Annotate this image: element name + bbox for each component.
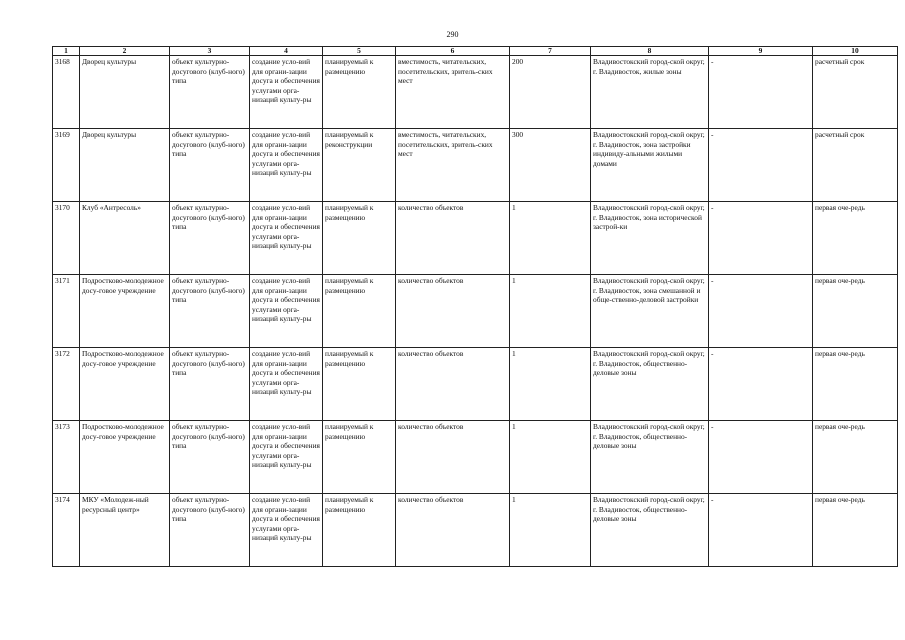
object-location: Владивостокский город-ской округ, г. Владивосток, зона смешанной и обще-ственно-деловой застройки [591, 275, 709, 348]
column-header: 6 [396, 47, 510, 56]
object-characteristic: количество объектов [396, 202, 510, 275]
object-term: расчетный срок [813, 56, 898, 129]
row-number: 3168 [53, 56, 80, 129]
table-row [53, 275, 898, 348]
row-number: 3173 [53, 421, 80, 494]
object-name: Подростково-молодежное досу-говое учреждение [80, 275, 170, 348]
object-purpose: создание усло-вий для органи-зации досуга и обеспечения услугами орга-низаций культу-ры [250, 348, 323, 421]
object-term: первая оче-редь [813, 202, 898, 275]
table-row [53, 129, 898, 202]
table-row [53, 421, 898, 494]
object-status: планируемый к размещению [323, 56, 396, 129]
object-type: объект культурно-досугового (клуб-ного) типа [170, 129, 250, 202]
object-type: объект культурно-досугового (клуб-ного) типа [170, 56, 250, 129]
object-value: 1 [510, 348, 591, 421]
object-value: 1 [510, 494, 591, 567]
table-row [53, 348, 898, 421]
object-status: планируемый к размещению [323, 202, 396, 275]
object-purpose: создание усло-вий для органи-зации досуга и обеспечения услугами орга-низаций культу-ры [250, 494, 323, 567]
object-characteristic: количество объектов [396, 275, 510, 348]
object-characteristic: количество объектов [396, 348, 510, 421]
row-number: 3170 [53, 202, 80, 275]
table-row [53, 494, 898, 567]
object-name: МКУ «Молодеж-ный ресурсный центр» [80, 494, 170, 567]
object-characteristic: количество объектов [396, 494, 510, 567]
header-row [53, 47, 898, 56]
column-header: 5 [323, 47, 396, 56]
object-zone: - [709, 56, 813, 129]
object-term: первая оче-редь [813, 494, 898, 567]
object-status: планируемый к реконструкции [323, 129, 396, 202]
column-header: 9 [709, 47, 813, 56]
object-status: планируемый к размещению [323, 421, 396, 494]
column-header: 10 [813, 47, 898, 56]
object-zone: - [709, 129, 813, 202]
object-term: первая оче-редь [813, 421, 898, 494]
object-location: Владивостокский город-ской округ, г. Владивосток, зона исторической застрой-ки [591, 202, 709, 275]
object-location: Владивостокский город-ской округ, г. Владивосток, общественно-деловые зоны [591, 421, 709, 494]
object-zone: - [709, 275, 813, 348]
object-name: Дворец культуры [80, 56, 170, 129]
object-zone: - [709, 421, 813, 494]
object-value: 300 [510, 129, 591, 202]
row-number: 3171 [53, 275, 80, 348]
column-header: 2 [80, 47, 170, 56]
row-number: 3174 [53, 494, 80, 567]
object-location: Владивостокский город-ской округ, г. Владивосток, зона застройки индивиду-альными жилыми домами [591, 129, 709, 202]
object-characteristic: вместимость, читательских, посетительских, зритель-ских мест [396, 56, 510, 129]
table-row [53, 202, 898, 275]
column-header: 4 [250, 47, 323, 56]
object-characteristic: количество объектов [396, 421, 510, 494]
object-type: объект культурно-досугового (клуб-ного) типа [170, 202, 250, 275]
column-header: 8 [591, 47, 709, 56]
object-value: 1 [510, 421, 591, 494]
object-characteristic: вместимость, читательских, посетительских, зритель-ских мест [396, 129, 510, 202]
object-purpose: создание усло-вий для органи-зации досуга и обеспечения услугами орга-низаций культу-ры [250, 56, 323, 129]
column-header: 3 [170, 47, 250, 56]
object-purpose: создание усло-вий для органи-зации досуга и обеспечения услугами орга-низаций культу-ры [250, 275, 323, 348]
object-value: 1 [510, 202, 591, 275]
object-status: планируемый к размещению [323, 275, 396, 348]
object-value: 200 [510, 56, 591, 129]
object-purpose: создание усло-вий для органи-зации досуга и обеспечения услугами орга-низаций культу-ры [250, 421, 323, 494]
object-name: Дворец культуры [80, 129, 170, 202]
page-number: 290 [446, 30, 459, 39]
object-term: расчетный срок [813, 129, 898, 202]
object-zone: - [709, 202, 813, 275]
object-value: 1 [510, 275, 591, 348]
column-header: 1 [53, 47, 80, 56]
table-row [53, 56, 898, 129]
object-purpose: создание усло-вий для органи-зации досуга и обеспечения услугами орга-низаций культу-ры [250, 129, 323, 202]
object-type: объект культурно-досугового (клуб-ного) типа [170, 348, 250, 421]
object-name: Клуб «Антресоль» [80, 202, 170, 275]
object-location: Владивостокский город-ской округ, г. Владивосток, общественно-деловые зоны [591, 494, 709, 567]
object-term: первая оче-редь [813, 348, 898, 421]
object-location: Владивостокский город-ской округ, г. Владивосток, жилые зоны [591, 56, 709, 129]
objects-table [52, 46, 898, 567]
object-location: Владивостокский город-ской округ, г. Владивосток, общественно-деловые зоны [591, 348, 709, 421]
object-status: планируемый к размещению [323, 494, 396, 567]
object-zone: - [709, 494, 813, 567]
object-type: объект культурно-досугового (клуб-ного) типа [170, 421, 250, 494]
object-purpose: создание усло-вий для органи-зации досуга и обеспечения услугами орга-низаций культу-ры [250, 202, 323, 275]
row-number: 3169 [53, 129, 80, 202]
row-number: 3172 [53, 348, 80, 421]
object-status: планируемый к размещению [323, 348, 396, 421]
object-term: первая оче-редь [813, 275, 898, 348]
object-name: Подростково-молодежное досу-говое учреждение [80, 421, 170, 494]
column-header: 7 [510, 47, 591, 56]
object-name: Подростково-молодежное досу-говое учреждение [80, 348, 170, 421]
object-type: объект культурно-досугового (клуб-ного) типа [170, 494, 250, 567]
object-type: объект культурно-досугового (клуб-ного) типа [170, 275, 250, 348]
object-zone: - [709, 348, 813, 421]
